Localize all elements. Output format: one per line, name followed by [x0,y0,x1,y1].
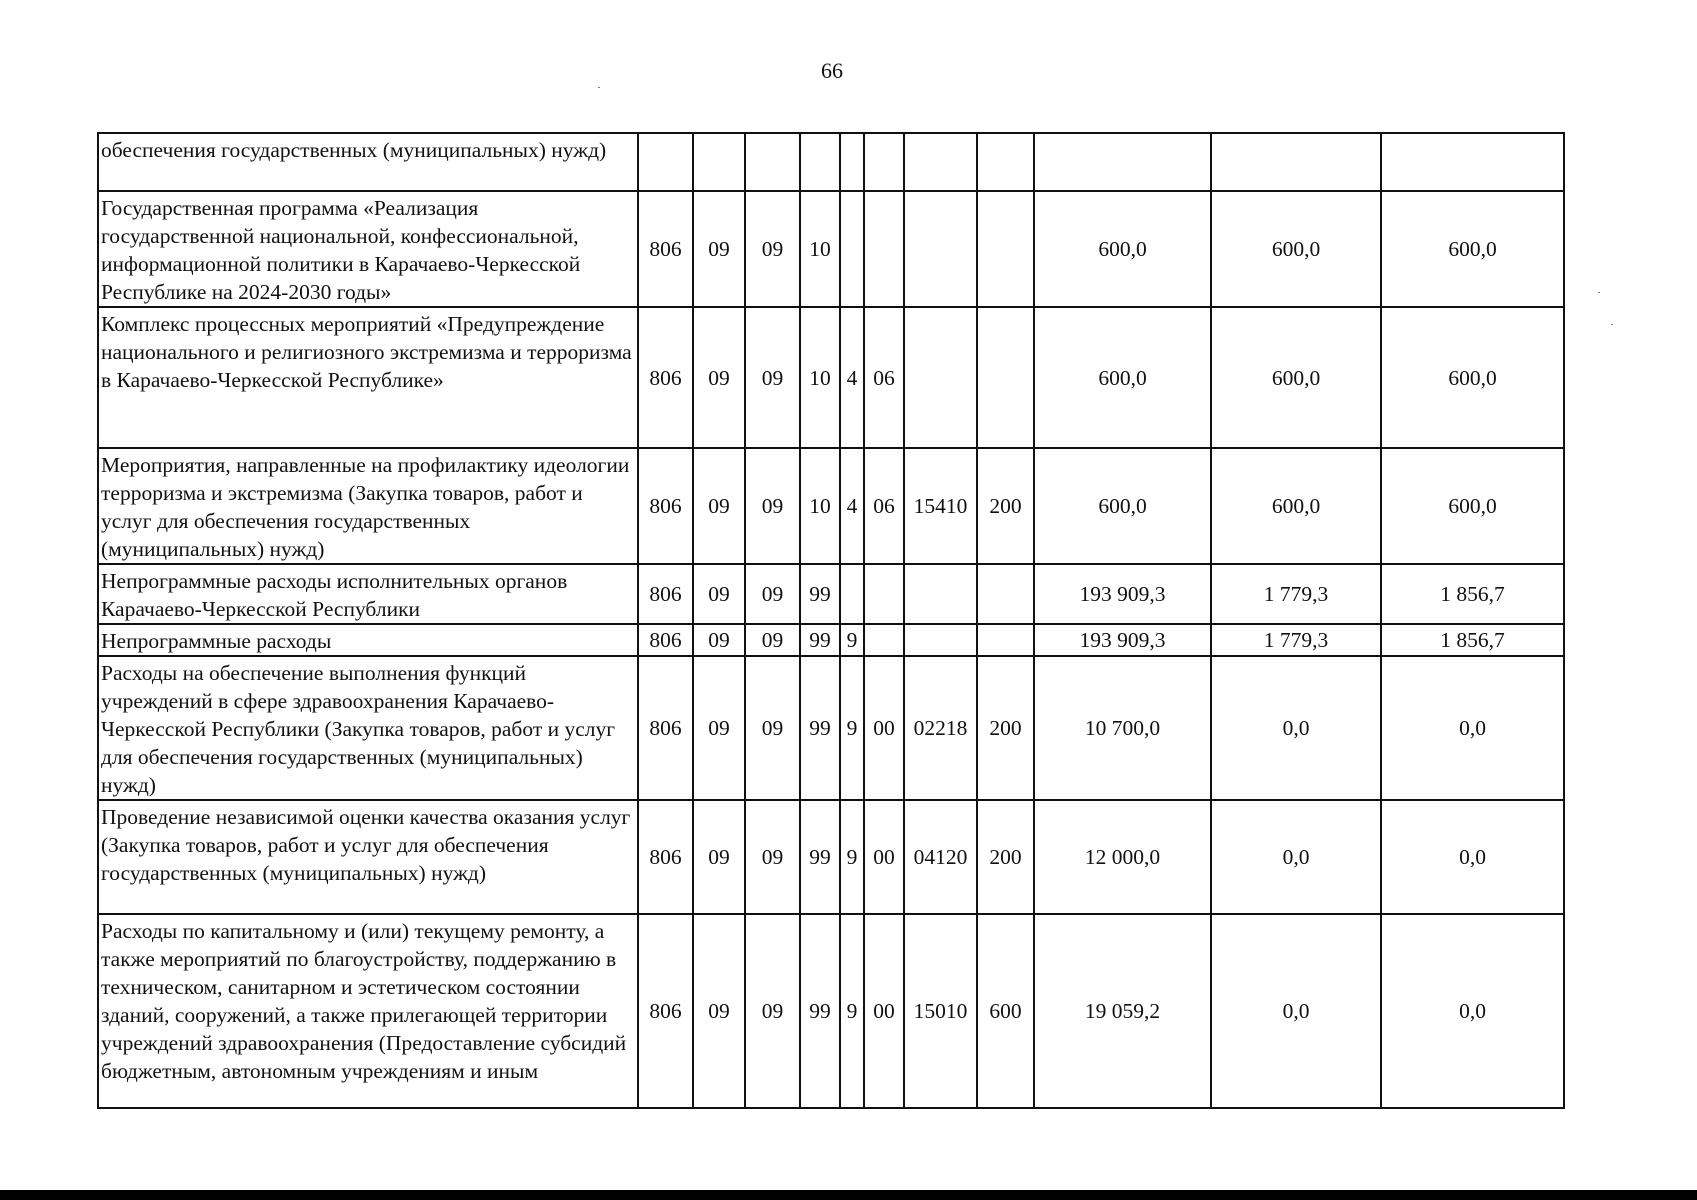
group-code-cell: 06 [864,448,904,564]
pr-code-cell: 09 [745,448,800,564]
amount-2027-cell: 0,0 [1381,800,1564,914]
amount-2027-cell: 1 856,7 [1381,624,1564,656]
program-code-cell: 99 [800,656,840,800]
gr-code-cell: 806 [638,448,693,564]
program-code-cell: 10 [800,448,840,564]
gr-code-cell: 806 [638,191,693,307]
amount-2025-cell: 10 700,0 [1034,656,1211,800]
direction-code-cell [904,133,977,191]
vr-code-cell: 200 [977,448,1034,564]
group-code-cell: 00 [864,656,904,800]
program-code-cell: 10 [800,191,840,307]
rz-code-cell [693,133,745,191]
direction-code-cell: 15410 [904,448,977,564]
amount-2026-cell: 600,0 [1211,191,1381,307]
gr-code-cell: 806 [638,800,693,914]
row-name-cell: Расходы на обеспечение выполнения функций учреждений в сфере здравоохранения Карачаево-Черкесской Республики (Закупка товаров, работ и услуг для обеспечения государственных (муниципальных) нужд) [98,656,638,800]
row-name-cell: Мероприятия, направленные на профилактику идеологии терроризма и экстремизма (Закупка товаров, работ и услуг для обеспечения государственных (муниципальных) нужд) [98,448,638,564]
rz-code-cell: 09 [693,656,745,800]
pr-code-cell: 09 [745,800,800,914]
direction-code-cell [904,564,977,624]
pr-code-cell: 09 [745,307,800,448]
gr-code-cell: 806 [638,624,693,656]
subprogram-code-cell: 4 [840,448,864,564]
table-row [98,307,1564,448]
subprogram-code-cell [840,564,864,624]
pr-code-cell: 09 [745,914,800,1108]
group-code-cell [864,133,904,191]
amount-2025-cell: 12 000,0 [1034,800,1211,914]
scan-speck [1598,292,1600,293]
amount-2025-cell [1034,133,1211,191]
gr-code-cell: 806 [638,307,693,448]
rz-code-cell: 09 [693,307,745,448]
vr-code-cell [977,133,1034,191]
table-row [98,914,1564,1108]
rz-code-cell: 09 [693,448,745,564]
subprogram-code-cell [840,191,864,307]
direction-code-cell: 02218 [904,656,977,800]
table-row [98,564,1564,624]
page-number: 66 [821,58,843,83]
subprogram-code-cell [840,133,864,191]
amount-2026-cell: 0,0 [1211,914,1381,1108]
group-code-cell [864,624,904,656]
amount-2025-cell: 600,0 [1034,307,1211,448]
amount-2027-cell: 600,0 [1381,448,1564,564]
amount-2027-cell: 0,0 [1381,656,1564,800]
group-code-cell: 00 [864,914,904,1108]
group-code-cell: 00 [864,800,904,914]
amount-2025-cell: 600,0 [1034,191,1211,307]
group-code-cell: 06 [864,307,904,448]
rz-code-cell: 09 [693,564,745,624]
gr-code-cell [638,133,693,191]
pr-code-cell [745,133,800,191]
row-name-cell: Комплекс процессных мероприятий «Предупреждение национального и религиозного экстремизма и терроризма в Карачаево-Черкесской Республике» [98,307,638,448]
vr-code-cell [977,307,1034,448]
direction-code-cell: 15010 [904,914,977,1108]
pr-code-cell: 09 [745,191,800,307]
scan-bottom-edge [0,1190,1697,1200]
amount-2027-cell: 600,0 [1381,307,1564,448]
rz-code-cell: 09 [693,191,745,307]
gr-code-cell: 806 [638,656,693,800]
scan-speck [1611,324,1613,325]
subprogram-code-cell: 9 [840,656,864,800]
vr-code-cell [977,564,1034,624]
scan-speck [598,87,600,88]
table-row [98,656,1564,800]
vr-code-cell: 200 [977,656,1034,800]
subprogram-code-cell: 9 [840,914,864,1108]
rz-code-cell: 09 [693,914,745,1108]
table-row [98,133,1564,191]
vr-code-cell [977,624,1034,656]
table-row [98,191,1564,307]
amount-2027-cell [1381,133,1564,191]
row-name-cell: Непрограммные расходы исполнительных органов Карачаево-Черкесской Республики [98,564,638,624]
program-code-cell: 99 [800,914,840,1108]
direction-code-cell [904,191,977,307]
program-code-cell: 99 [800,800,840,914]
amount-2026-cell: 1 779,3 [1211,624,1381,656]
row-name-cell: Расходы по капитальному и (или) текущему ремонту, а также мероприятий по благоустройству, поддержанию в техническом, санитарном и эстетическом состоянии зданий, сооружений, а также прилегающей территории учреждений здравоохранения (Предоставление субсидий бюджетным, автономным учреждениям и иным [98,914,638,1108]
subprogram-code-cell: 9 [840,800,864,914]
subprogram-code-cell: 9 [840,624,864,656]
row-name-cell: Проведение независимой оценки качества оказания услуг (Закупка товаров, работ и услуг для обеспечения государственных (муниципальных) нужд) [98,800,638,914]
row-name-cell: Государственная программа «Реализация государственной национальной, конфессиональной, информационной политики в Карачаево-Черкесской Республике на 2024-2030 годы» [98,191,638,307]
amount-2026-cell: 600,0 [1211,307,1381,448]
amount-2027-cell: 1 856,7 [1381,564,1564,624]
rz-code-cell: 09 [693,800,745,914]
direction-code-cell [904,307,977,448]
program-code-cell [800,133,840,191]
amount-2026-cell: 0,0 [1211,800,1381,914]
amount-2025-cell: 600,0 [1034,448,1211,564]
program-code-cell: 10 [800,307,840,448]
table-row [98,624,1564,656]
group-code-cell [864,191,904,307]
direction-code-cell: 04120 [904,800,977,914]
row-name-cell: обеспечения государственных (муниципальных) нужд) [98,133,638,191]
vr-code-cell: 600 [977,914,1034,1108]
gr-code-cell: 806 [638,564,693,624]
budget-table [97,132,1565,1109]
rz-code-cell: 09 [693,624,745,656]
gr-code-cell: 806 [638,914,693,1108]
table-row [98,800,1564,914]
vr-code-cell: 200 [977,800,1034,914]
subprogram-code-cell: 4 [840,307,864,448]
amount-2026-cell: 600,0 [1211,448,1381,564]
table-row [98,448,1564,564]
direction-code-cell [904,624,977,656]
pr-code-cell: 09 [745,656,800,800]
amount-2026-cell [1211,133,1381,191]
amount-2027-cell: 600,0 [1381,191,1564,307]
vr-code-cell [977,191,1034,307]
program-code-cell: 99 [800,564,840,624]
pr-code-cell: 09 [745,564,800,624]
program-code-cell: 99 [800,624,840,656]
pr-code-cell: 09 [745,624,800,656]
amount-2025-cell: 193 909,3 [1034,624,1211,656]
amount-2025-cell: 19 059,2 [1034,914,1211,1108]
group-code-cell [864,564,904,624]
row-name-cell: Непрограммные расходы [98,624,638,656]
amount-2027-cell: 0,0 [1381,914,1564,1108]
amount-2025-cell: 193 909,3 [1034,564,1211,624]
amount-2026-cell: 1 779,3 [1211,564,1381,624]
amount-2026-cell: 0,0 [1211,656,1381,800]
